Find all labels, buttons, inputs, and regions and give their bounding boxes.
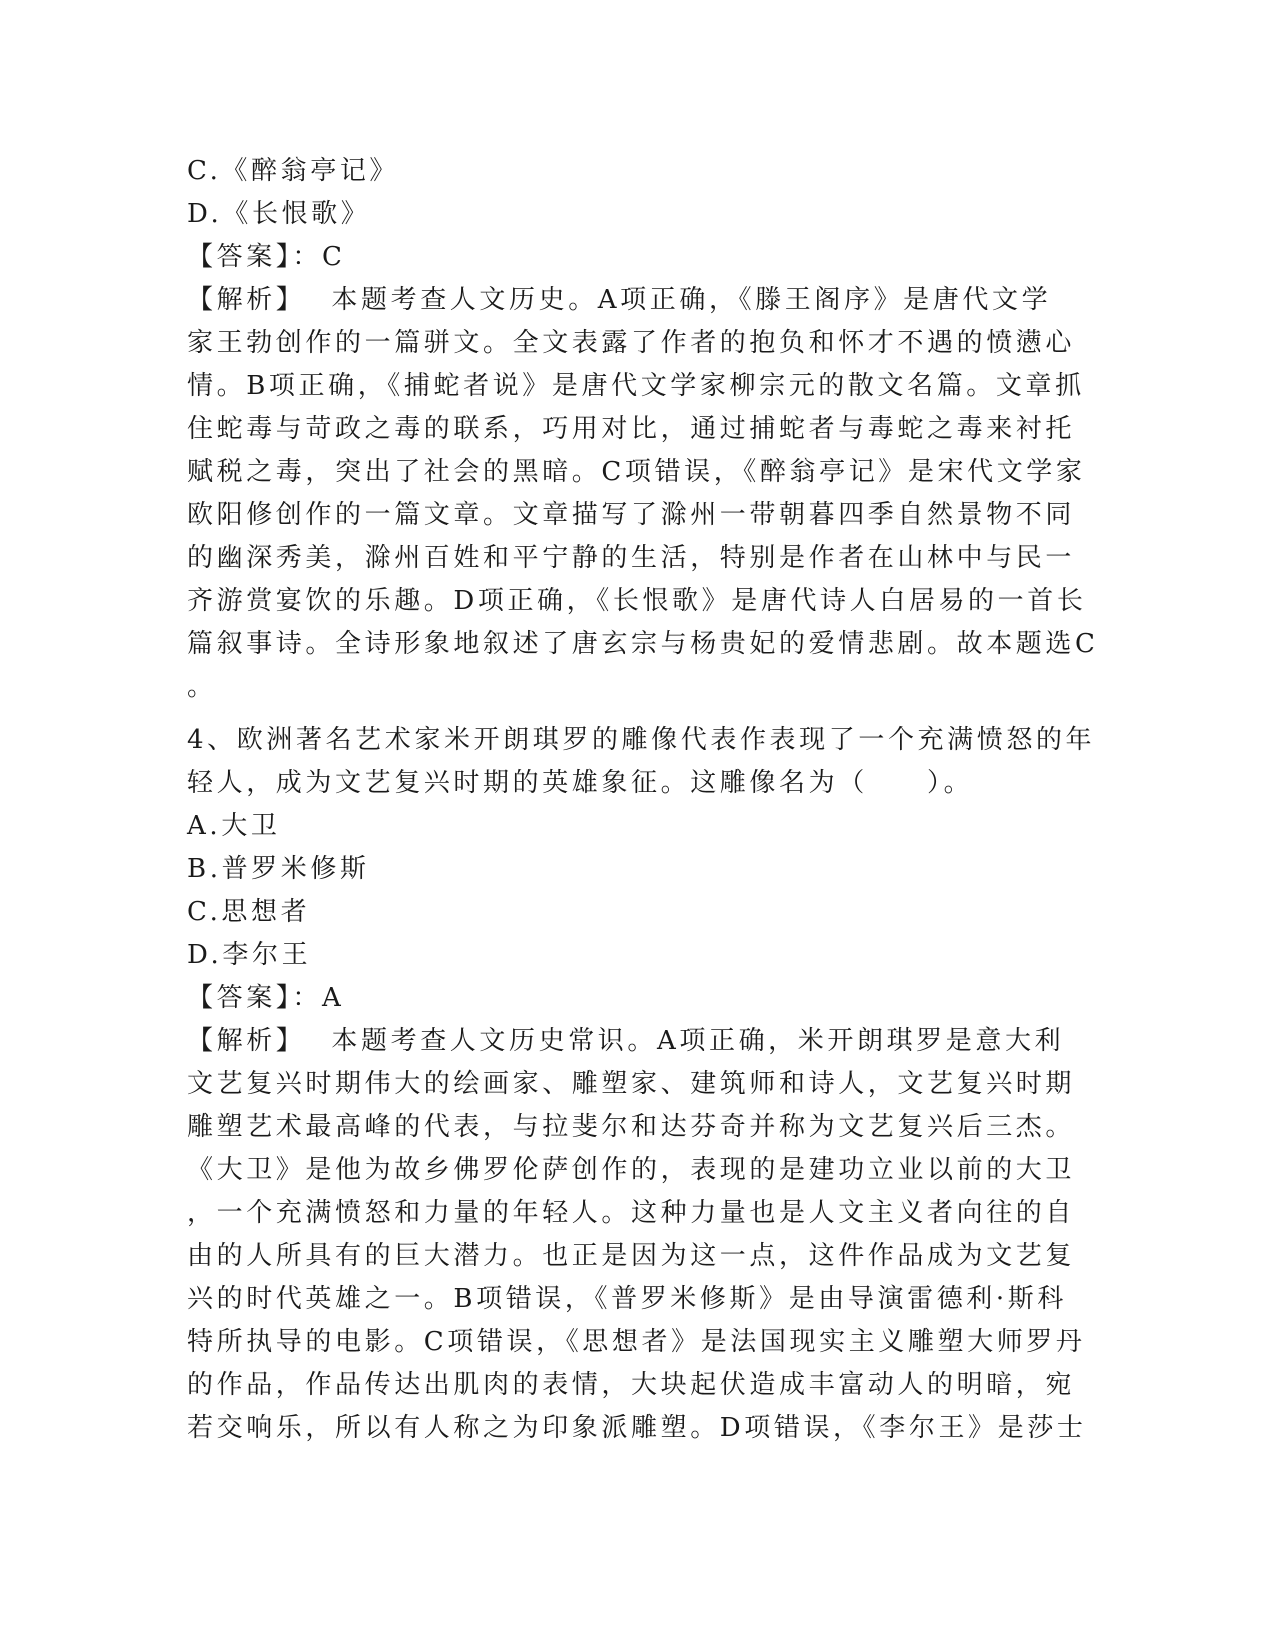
analysis-text: 本题考查人文历史。A项正确，《滕王阁序》是唐代文学	[331, 285, 1052, 315]
answer-label: 【答案】	[187, 242, 293, 272]
answer-value: ：A	[292, 983, 345, 1013]
q4-option-a: A.大卫	[187, 811, 281, 841]
q4-analysis-line: 的作品，作品传达出肌肉的表情，大块起伏造成丰富动人的明暗，宛	[187, 1370, 1076, 1400]
q3-analysis-line: 的幽深秀美，滁州百姓和平宁静的生活，特别是作者在山林中与民一	[187, 543, 1076, 573]
q4-analysis-line: 特所执导的电影。C项错误，《思想者》是法国现实主义雕塑大师罗丹	[187, 1327, 1086, 1357]
q4-option-b: B.普罗米修斯	[187, 854, 370, 884]
analysis-label: 【解析】	[187, 1026, 306, 1056]
q3-analysis-line: 篇叙事诗。全诗形象地叙述了唐玄宗与杨贵妃的爱情悲剧。故本题选C	[187, 629, 1099, 659]
answer-label: 【答案】	[187, 983, 293, 1013]
q4-analysis-line: 《大卫》是他为故乡佛罗伦萨创作的，表现的是建功立业以前的大卫	[187, 1155, 1076, 1185]
q4-stem-line: 4、欧洲著名艺术家米开朗琪罗的雕像代表作表现了一个充满愤怒的年	[187, 725, 1096, 755]
q4-analysis-line: 文艺复兴时期伟大的绘画家、雕塑家、建筑师和诗人，文艺复兴时期	[187, 1069, 1076, 1099]
q3-analysis-line: 欧阳修创作的一篇文章。文章描写了滁州一带朝暮四季自然景物不同	[187, 500, 1076, 530]
q4-analysis-line: 由的人所具有的巨大潜力。也正是因为这一点，这件作品成为文艺复	[187, 1241, 1076, 1271]
q3-analysis-line: 齐游赏宴饮的乐趣。D项正确，《长恨歌》是唐代诗人白居易的一首长	[187, 586, 1087, 616]
q4-analysis-line: 雕塑艺术最高峰的代表，与拉斐尔和达芬奇并称为文艺复兴后三杰。	[187, 1112, 1076, 1142]
analysis-label: 【解析】	[187, 285, 306, 315]
q3-analysis-line: 。	[187, 672, 217, 702]
q3-analysis-line	[187, 279, 1087, 322]
q3-analysis-line: 住蛇毒与苛政之毒的联系，巧用对比，通过捕蛇者与毒蛇之毒来衬托	[187, 414, 1076, 444]
q4-option-d: D.李尔王	[187, 940, 312, 970]
q3-option-c: C.《醉翁亭记》	[187, 156, 400, 186]
q4-answer	[187, 977, 1087, 1020]
q4-analysis-line: ，一个充满愤怒和力量的年轻人。这种力量也是人文主义者向往的自	[187, 1198, 1076, 1228]
q3-analysis-line: 情。B项正确，《捕蛇者说》是唐代文学家柳宗元的散文名篇。文章抓	[187, 371, 1085, 401]
q4-option-c: C.思想者	[187, 897, 311, 927]
q4-analysis-line	[187, 1020, 1087, 1063]
q4-analysis-line: 兴的时代英雄之一。B项错误，《普罗米修斯》是由导演雷德利·斯科	[187, 1284, 1067, 1314]
q3-analysis-line: 家王勃创作的一篇骈文。全文表露了作者的抱负和怀才不遇的愤懑心	[187, 328, 1076, 358]
q3-option-d: D.《长恨歌》	[187, 199, 371, 229]
document-page	[187, 150, 1099, 1450]
q3-answer	[187, 236, 1087, 279]
q3-analysis-line: 赋税之毒，突出了社会的黑暗。C项错误，《醉翁亭记》是宋代文学家	[187, 457, 1086, 487]
q4-analysis-line: 若交响乐，所以有人称之为印象派雕塑。D项错误，《李尔王》是莎士	[187, 1413, 1087, 1443]
analysis-text: 本题考查人文历史常识。A项正确，米开朗琪罗是意大利	[331, 1026, 1065, 1056]
q4-stem-line: 轻人，成为文艺复兴时期的英雄象征。这雕像名为（ ）。	[187, 768, 974, 798]
question-gap	[187, 709, 1087, 719]
answer-value: ：C	[292, 242, 346, 272]
